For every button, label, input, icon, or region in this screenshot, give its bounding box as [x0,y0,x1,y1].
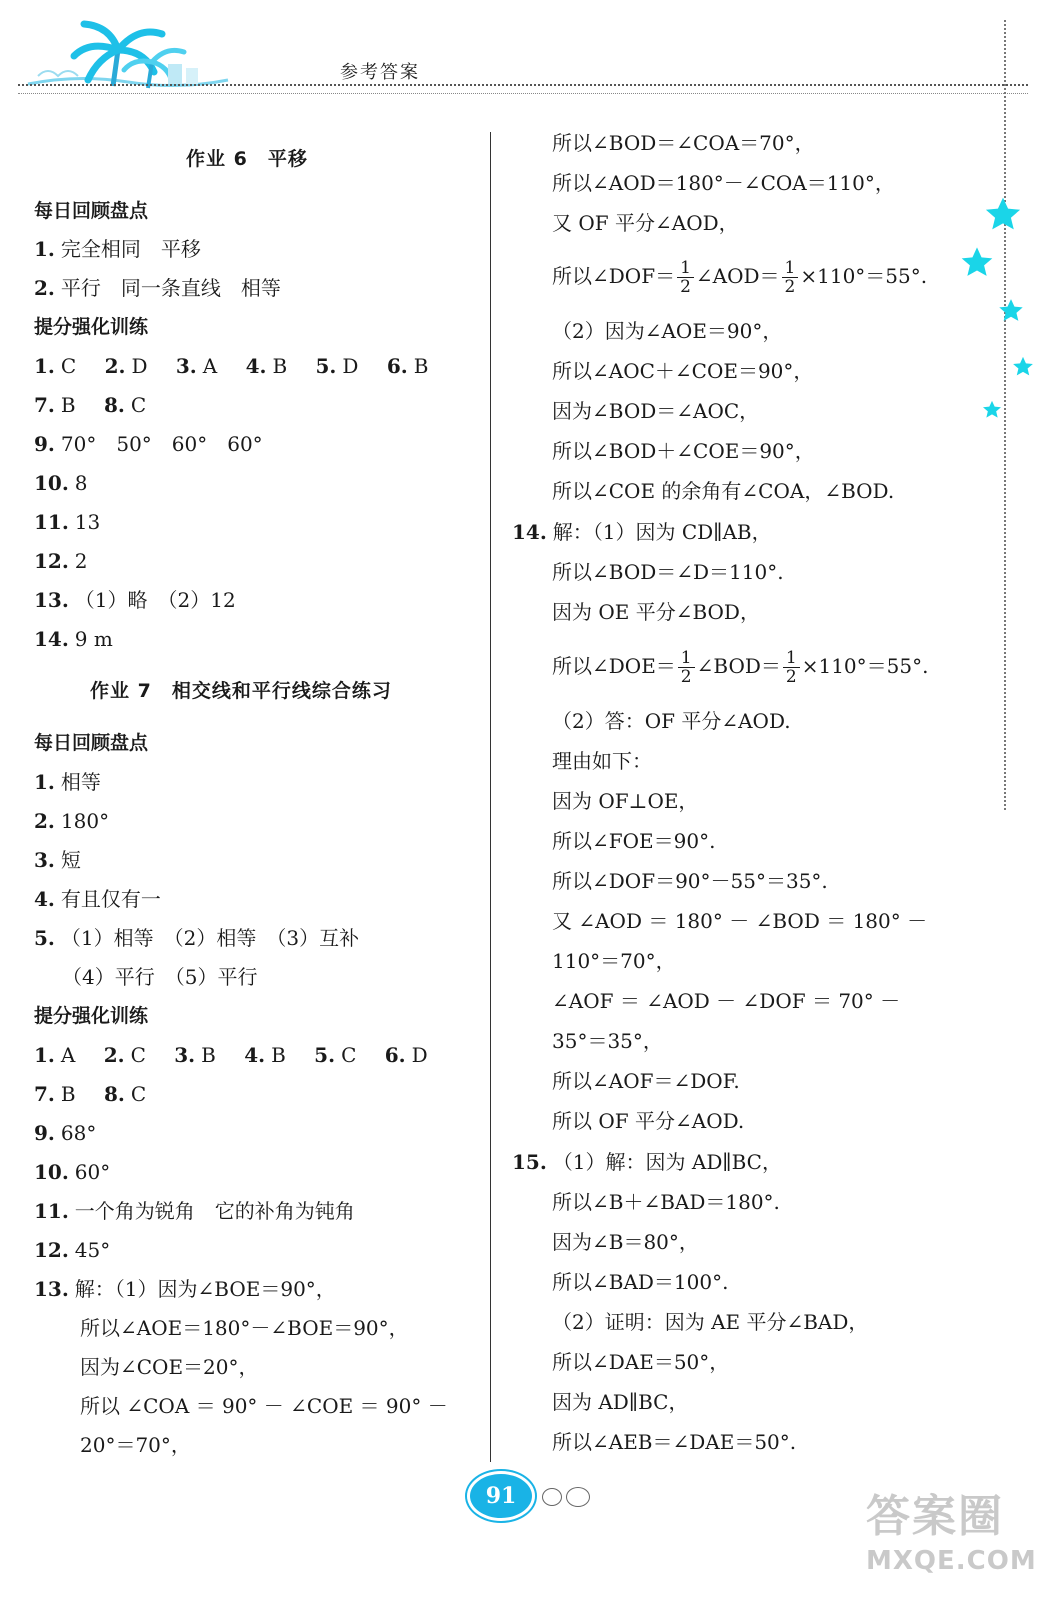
solution-line: 所以∠AOC＋∠COE＝90°， [552,359,814,383]
answer-line: 13. （1）略 （2）12 [34,588,236,612]
section-title-hw7: 作业 7 相交线和平行线综合练习 [90,680,392,702]
answer-line-mc: 7. B 8. C [34,393,147,417]
solution-line: 所以∠AOF＝∠DOF. [552,1069,740,1093]
answer-line: 4. 有且仅有一 [34,887,161,911]
solution-line: 所以∠BOD＝∠COA＝70°， [552,131,815,155]
solution-line: ∠AOF ＝ ∠AOD － ∠DOF ＝ 70° － [552,989,901,1013]
fraction-one-half: $\frac{1}{2}$ [782,259,799,296]
solution-line: 35°＝35°， [552,1029,663,1053]
solution-line: 又 OF 平分∠AOD， [552,211,739,235]
star-icon [982,400,1002,420]
watermark-text: 答案圈 [866,1491,1004,1542]
palm-tree-logo-icon [18,16,238,92]
answer-line-mc: 7. B 8. C [34,1082,147,1106]
answer-line-mc: 1. A 2. C 3. B 4. B 5. C 6. D [34,1043,428,1067]
solution-line: 所以 ∠COA ＝ 90° － ∠COE ＝ 90° － [80,1394,448,1418]
answer-line: 9. 68° [34,1121,97,1145]
star-icon [998,298,1024,324]
solution-line: 所以∠AOD＝180°－∠COA＝110°， [552,171,895,195]
fraction-one-half: $\frac{1}{2}$ [783,649,800,686]
column-divider [490,132,491,1462]
solution-line: 又 ∠AOD ＝ 180° － ∠BOD ＝ 180° － [552,909,928,933]
solution-line: 所以 OF 平分∠AOD. [552,1109,745,1133]
answer-line: 10. 8 [34,471,88,495]
answer-line: 1. 完全相同 平移 [34,237,201,261]
answer-line: 12. 2 [34,549,88,573]
answer-line-mc: 1. C 2. D 3. A 4. B 5. D 6. B [34,354,429,378]
solution-line: （2）答：OF 平分∠AOD. [552,709,791,733]
fraction-one-half: $\frac{1}{2}$ [678,649,695,686]
answer-line: 11. 13 [34,510,101,534]
watermark-url: MXQE.COM [866,1546,1037,1576]
answer-line-continued: （4）平行 （5）平行 [62,965,258,989]
ring-decoration-icon [542,1488,562,1506]
solution-line-fraction: 所以∠DOE＝ $\frac{1}{2}$ ∠BOD＝ $\frac{1}{2}$ ×110°＝55°. [552,648,929,687]
ring-decoration-icon [566,1487,590,1507]
subheading-training: 提分强化训练 [34,316,149,338]
subheading-daily-review: 每日回顾盘点 [34,200,149,222]
solution-line: 因为∠BOD＝∠AOC， [552,399,760,423]
solution-line: 110°＝70°， [552,949,676,973]
header-title: 参考答案 [340,62,420,83]
solution-line: 所以∠BOD＝∠D＝110°. [552,560,784,584]
answer-line: 9. 70° 50° 60° 60° [34,432,263,456]
solution-line: 所以∠B＋∠BAD＝180°. [552,1190,780,1214]
solution-line: 所以∠FOE＝90°. [552,829,716,853]
solution-line: （2）证明：因为 AE 平分∠BAD， [552,1310,869,1334]
solution-line: 所以∠AOE＝180°－∠BOE＝90°， [80,1316,409,1340]
fraction-one-half: $\frac{1}{2}$ [677,259,694,296]
answer-line: 1. 相等 [34,770,101,794]
answer-line: 2. 平行 同一条直线 相等 [34,276,281,300]
answer-line: 10. 60° [34,1160,111,1184]
answer-line: 2. 180° [34,809,110,833]
star-icon [984,196,1022,234]
solution-line: 因为∠COE＝20°， [80,1355,259,1379]
right-edge-dotted-line [1004,20,1006,810]
section-title-hw6: 作业 6 平移 [186,148,308,170]
watermark-logo [866,1488,1046,1588]
star-icon [1012,356,1034,378]
subheading-daily-review: 每日回顾盘点 [34,732,149,754]
solution-line: 因为 OE 平分∠BOD， [552,600,760,624]
solution-line: 因为 AD∥BC， [552,1390,689,1414]
solution-line: 因为 OF⊥OE， [552,789,699,813]
header-dotted-rule-secondary [18,93,1028,94]
answer-line: 13. 解：（1）因为∠BOE＝90°， [34,1277,336,1301]
subheading-training: 提分强化训练 [34,1005,149,1027]
solution-line: 20°＝70°， [80,1433,191,1457]
answer-line: 15. （1）解：因为 AD∥BC， [512,1150,782,1174]
solution-line-fraction: 所以∠DOF＝ $\frac{1}{2}$ ∠AOD＝ $\frac{1}{2}$ ×110°＝55°. [552,258,928,297]
answer-line: 3. 短 [34,848,81,872]
solution-line: 所以∠BOD＋∠COE＝90°， [552,439,815,463]
answer-line: 14. 9 m [34,627,113,651]
solution-line: 所以∠COE 的余角有∠COA，∠BOD. [552,479,895,503]
solution-line: （2）因为∠AOE＝90°， [552,319,783,343]
solution-line: 因为∠B＝80°， [552,1230,699,1254]
page-number: 91 [470,1474,532,1518]
answer-line: 12. 45° [34,1238,111,1262]
answer-line: 11. 一个角为锐角 它的补角为钝角 [34,1199,355,1223]
answer-line: 14. 解：（1）因为 CD∥AB， [512,520,772,544]
star-icon [960,246,994,280]
answer-line: 5. （1）相等 （2）相等 （3）互补 [34,926,360,950]
solution-line: 所以∠DAE＝50°， [552,1350,730,1374]
solution-line: 所以∠AEB＝∠DAE＝50°. [552,1430,797,1454]
solution-line: 所以∠BAD＝100°. [552,1270,729,1294]
solution-line: 理由如下： [552,749,652,773]
header-dotted-rule [18,84,1028,86]
solution-line: 所以∠DOF＝90°－55°＝35°. [552,869,828,893]
